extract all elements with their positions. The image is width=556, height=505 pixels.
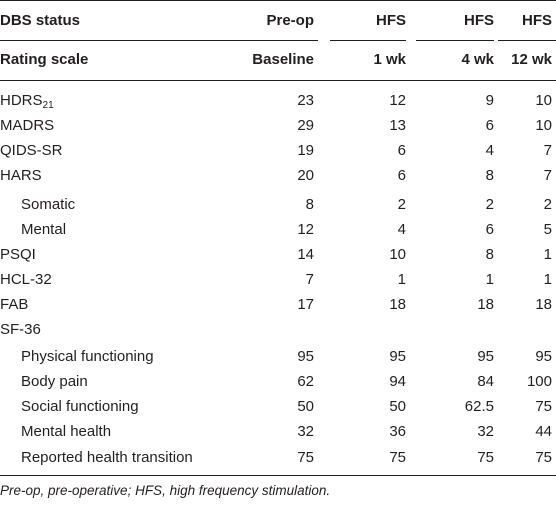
cell-1wk: 18: [389, 296, 406, 313]
row-label: Reported health transition: [21, 449, 193, 466]
row-label: PSQI: [0, 246, 36, 263]
cell-4wk: 2: [485, 196, 494, 213]
cell-1wk: 50: [389, 398, 406, 415]
table-row: [0, 242, 556, 267]
header-label-dbs-status: DBS status: [0, 12, 81, 29]
cell-baseline: 95: [297, 348, 314, 365]
cell-1wk: 12: [389, 92, 406, 109]
cell-1wk: 13: [389, 117, 406, 134]
table-row: [0, 445, 556, 470]
row-label: Mental health: [21, 423, 112, 440]
table-row: [0, 344, 556, 369]
cell-1wk: 75: [389, 449, 406, 466]
table-row: [0, 292, 556, 317]
table-footnote: Pre-op, pre-operative; HFS, high frequency stimulation.: [0, 483, 331, 498]
cell-1wk: 95: [389, 348, 406, 365]
header-col-hfs-2: HFS: [464, 12, 494, 29]
header-col-1wk: 1 wk: [373, 51, 406, 68]
cell-1wk: 6: [397, 167, 406, 184]
table-row: [0, 192, 556, 217]
cell-12wk: 5: [543, 221, 552, 238]
header-col-preop: Pre-op: [266, 12, 314, 29]
table-row: [0, 394, 556, 419]
cell-baseline: 75: [297, 449, 314, 466]
table-row: [0, 419, 556, 444]
row-label: SF-36: [0, 321, 41, 338]
cell-12wk: 2: [543, 196, 552, 213]
table-row: [0, 88, 556, 113]
cell-1wk: 2: [397, 196, 406, 213]
cell-4wk: 8: [485, 167, 494, 184]
cell-baseline: 17: [297, 296, 314, 313]
cell-4wk: 75: [477, 449, 494, 466]
table-row: [0, 317, 556, 342]
cell-baseline: 50: [297, 398, 314, 415]
cell-4wk: 1: [485, 271, 494, 288]
cell-12wk: 10: [535, 117, 552, 134]
cell-4wk: 84: [477, 373, 494, 390]
cell-4wk: 95: [477, 348, 494, 365]
cell-baseline: 62: [297, 373, 314, 390]
cell-4wk: 6: [485, 117, 494, 134]
cell-12wk: 44: [535, 423, 552, 440]
cell-4wk: 4: [485, 142, 494, 159]
cell-baseline: 20: [297, 167, 314, 184]
cell-4wk: 8: [485, 246, 494, 263]
header-label-rating-scale: Rating scale: [0, 51, 89, 68]
table-bottom-rule: [0, 475, 556, 476]
cell-baseline: 32: [297, 423, 314, 440]
row-label: Mental: [21, 221, 67, 238]
cell-12wk: 100: [526, 373, 552, 390]
header-row-dbs-status: [0, 1, 556, 41]
row-label: Social functioning: [21, 398, 139, 415]
cell-12wk: 7: [543, 167, 552, 184]
row-label: Physical functioning: [21, 348, 154, 365]
row-label: QIDS-SR: [0, 142, 63, 159]
cell-12wk: 7: [543, 142, 552, 159]
cell-1wk: 4: [397, 221, 406, 238]
cell-baseline: 23: [297, 92, 314, 109]
cell-1wk: 6: [397, 142, 406, 159]
cell-12wk: 1: [543, 271, 552, 288]
header-col-baseline: Baseline: [252, 51, 314, 68]
table-row: [0, 163, 556, 188]
header-row-rating-scale: [0, 40, 556, 80]
cell-4wk: 62.5: [464, 398, 494, 415]
header-bottom-rule: [0, 80, 556, 81]
cell-1wk: 94: [389, 373, 406, 390]
cell-12wk: 95: [535, 348, 552, 365]
cell-baseline: 14: [297, 246, 314, 263]
cell-4wk: 6: [485, 221, 494, 238]
cell-12wk: 75: [535, 398, 552, 415]
cell-4wk: 9: [485, 92, 494, 109]
row-label: MADRS: [0, 117, 55, 134]
cell-baseline: 7: [305, 271, 314, 288]
cell-4wk: 32: [477, 423, 494, 440]
table-row: [0, 369, 556, 394]
cell-4wk: 18: [477, 296, 494, 313]
cell-12wk: 10: [535, 92, 552, 109]
header-col-4wk: 4 wk: [461, 51, 494, 68]
cell-1wk: 1: [397, 271, 406, 288]
cell-baseline: 19: [297, 142, 314, 159]
cell-baseline: 29: [297, 117, 314, 134]
cell-baseline: 12: [297, 221, 314, 238]
row-label: $HDRS_{21}$: [0, 92, 54, 111]
cell-1wk: 10: [389, 246, 406, 263]
table-row: [0, 217, 556, 242]
cell-12wk: 75: [535, 449, 552, 466]
cell-12wk: 18: [535, 296, 552, 313]
cell-baseline: 8: [305, 196, 314, 213]
row-label: HARS: [0, 167, 42, 184]
row-label: Somatic: [21, 196, 76, 213]
header-col-hfs-3: HFS: [522, 12, 552, 29]
row-label: FAB: [0, 296, 29, 313]
table-row: [0, 267, 556, 292]
header-col-12wk: 12 wk: [511, 51, 552, 68]
row-label: Body pain: [21, 373, 88, 390]
row-label: HCL-32: [0, 271, 52, 288]
table-row: [0, 113, 556, 138]
cell-12wk: 1: [543, 246, 552, 263]
table-row: [0, 138, 556, 163]
header-col-hfs-1: HFS: [376, 12, 406, 29]
cell-1wk: 36: [389, 423, 406, 440]
